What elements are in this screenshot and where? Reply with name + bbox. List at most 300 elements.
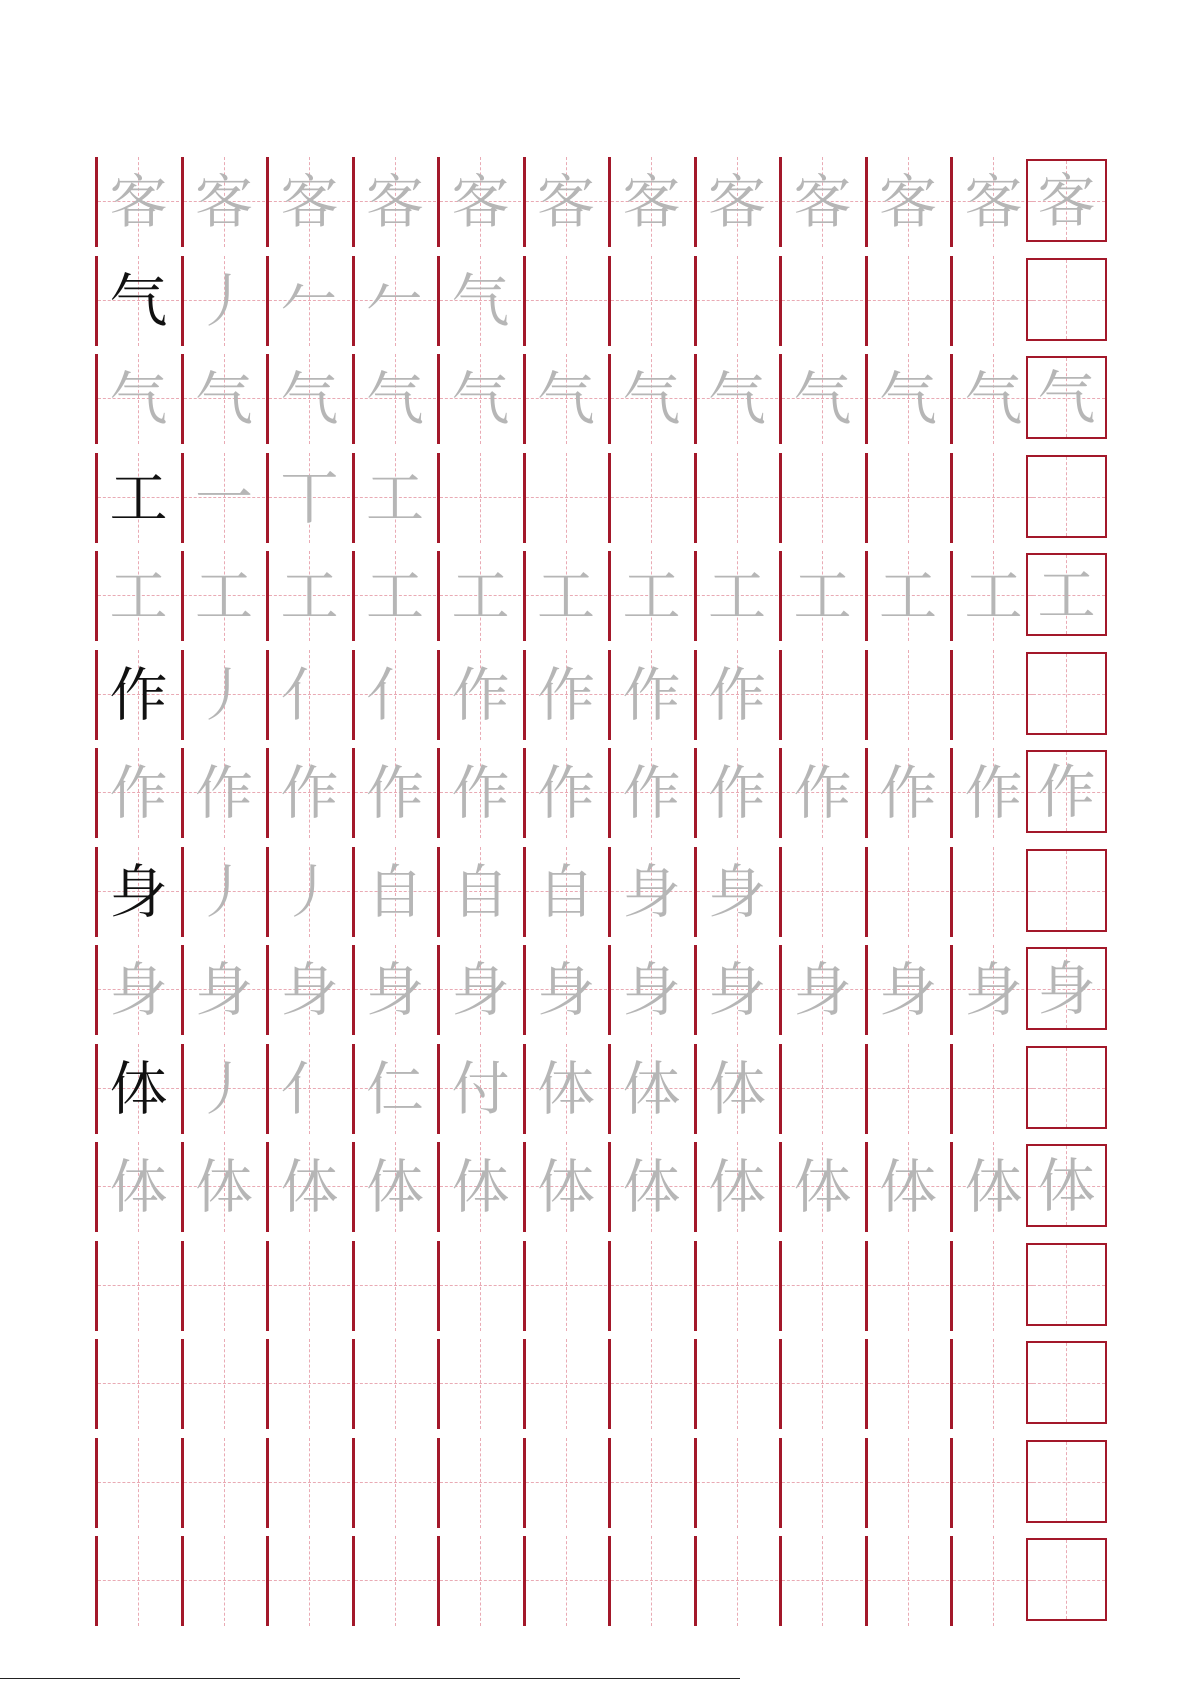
practice-cell[interactable] <box>953 945 1034 1035</box>
trace-character: 体 <box>1037 1151 1096 1220</box>
trace-character: 客 <box>365 168 424 236</box>
practice-cell[interactable] <box>184 1339 265 1429</box>
trace-character: 工 <box>964 562 1023 630</box>
guide-line-vertical <box>1066 1442 1067 1521</box>
final-practice-box[interactable] <box>1026 1440 1107 1523</box>
practice-cell[interactable] <box>953 1339 1034 1429</box>
guide-line-vertical <box>993 1339 994 1429</box>
practice-cell[interactable] <box>355 1044 436 1134</box>
practice-cell[interactable] <box>440 945 521 1035</box>
guide-line-vertical <box>908 1536 909 1626</box>
trace-character: 客 <box>536 168 595 236</box>
final-practice-box[interactable] <box>1026 1046 1107 1129</box>
practice-cell[interactable] <box>355 256 436 346</box>
trace-character: 客 <box>793 168 852 236</box>
stroke-order-step: 丿 <box>194 660 253 729</box>
stroke-order-step: 丅 <box>280 463 339 532</box>
practice-cell[interactable] <box>269 551 350 641</box>
practice-cell[interactable] <box>611 157 692 247</box>
practice-cell[interactable] <box>184 551 265 641</box>
stroke-order-step: 身 <box>707 857 766 926</box>
practice-cell[interactable] <box>440 256 521 346</box>
practice-cell[interactable] <box>355 1241 436 1331</box>
practice-cell[interactable] <box>98 354 179 444</box>
practice-cell[interactable] <box>868 1241 949 1331</box>
practice-cell[interactable] <box>184 453 265 543</box>
practice-cell[interactable] <box>868 1536 949 1626</box>
practice-cell[interactable] <box>440 1142 521 1232</box>
practice-cell[interactable] <box>355 157 436 247</box>
practice-cell[interactable] <box>611 1339 692 1429</box>
practice-cell[interactable] <box>868 945 949 1035</box>
guide-line-vertical <box>651 1438 652 1528</box>
practice-cell[interactable] <box>184 1438 265 1528</box>
practice-cell[interactable] <box>953 1536 1034 1626</box>
practice-row <box>0 1044 1192 1134</box>
practice-cell[interactable] <box>697 650 778 740</box>
stroke-order-step: 作 <box>451 660 510 729</box>
practice-cell[interactable] <box>782 1044 863 1134</box>
stroke-order-step: 仁 <box>365 1054 424 1123</box>
practice-cell[interactable] <box>526 1142 607 1232</box>
practice-cell[interactable] <box>868 354 949 444</box>
trace-character: 气 <box>707 365 766 433</box>
trace-character: 作 <box>536 759 595 827</box>
guide-line-vertical <box>908 1241 909 1331</box>
practice-row <box>0 1142 1192 1232</box>
trace-character: 作 <box>451 759 510 827</box>
practice-cell[interactable] <box>98 1339 179 1429</box>
trace-character: 工 <box>451 562 510 630</box>
practice-cell[interactable] <box>98 551 179 641</box>
trace-character: 气 <box>536 365 595 433</box>
guide-line-vertical <box>309 1241 310 1331</box>
final-practice-box[interactable] <box>1026 750 1107 833</box>
practice-cell[interactable] <box>269 157 350 247</box>
practice-cell[interactable] <box>526 748 607 838</box>
practice-cell[interactable] <box>526 847 607 937</box>
practice-cell[interactable] <box>440 847 521 937</box>
guide-line-vertical <box>993 453 994 543</box>
practice-cell[interactable] <box>184 1044 265 1134</box>
practice-cell[interactable] <box>611 945 692 1035</box>
practice-cell[interactable] <box>355 1438 436 1528</box>
model-character: 工 <box>109 463 168 532</box>
practice-cell[interactable] <box>526 650 607 740</box>
practice-cell[interactable] <box>184 256 265 346</box>
practice-cell[interactable] <box>526 945 607 1035</box>
practice-cell[interactable] <box>269 1339 350 1429</box>
practice-cell[interactable] <box>697 1241 778 1331</box>
practice-cell[interactable] <box>782 748 863 838</box>
practice-cell[interactable] <box>697 1044 778 1134</box>
trace-character: 身 <box>365 956 424 1024</box>
final-practice-box[interactable] <box>1026 258 1107 341</box>
guide-line-vertical <box>138 1339 139 1429</box>
trace-character: 体 <box>536 1153 595 1221</box>
practice-cell[interactable] <box>98 748 179 838</box>
practice-cell[interactable] <box>526 453 607 543</box>
practice-cell[interactable] <box>953 847 1034 937</box>
trace-character: 客 <box>1037 166 1096 235</box>
trace-character: 作 <box>1037 757 1096 826</box>
guide-line-vertical <box>224 1438 225 1528</box>
practice-cell[interactable] <box>697 157 778 247</box>
practice-row <box>0 551 1192 641</box>
trace-character: 工 <box>280 562 339 630</box>
trace-character: 体 <box>109 1153 168 1221</box>
guide-line-vertical <box>737 1241 738 1331</box>
practice-cell[interactable] <box>868 1339 949 1429</box>
practice-cell[interactable] <box>782 157 863 247</box>
guide-line-vertical <box>822 1339 823 1429</box>
stroke-order-step: 𠂉 <box>280 266 339 335</box>
practice-cell[interactable] <box>868 847 949 937</box>
stroke-order-step: 丿 <box>194 266 253 335</box>
trace-character: 作 <box>964 759 1023 827</box>
practice-cell[interactable] <box>440 1339 521 1429</box>
practice-cell[interactable] <box>440 1536 521 1626</box>
practice-cell[interactable] <box>782 551 863 641</box>
practice-cell[interactable] <box>782 847 863 937</box>
trace-character: 工 <box>1037 560 1096 629</box>
practice-cell[interactable] <box>868 256 949 346</box>
trace-character: 体 <box>793 1153 852 1221</box>
practice-cell[interactable] <box>355 1536 436 1626</box>
practice-cell[interactable] <box>611 748 692 838</box>
guide-line-vertical <box>908 256 909 346</box>
practice-cell[interactable] <box>611 256 692 346</box>
trace-character: 客 <box>707 168 766 236</box>
guide-line-vertical <box>737 1536 738 1626</box>
practice-cell[interactable] <box>184 354 265 444</box>
trace-character: 工 <box>878 562 937 630</box>
practice-cell[interactable] <box>98 1438 179 1528</box>
model-character: 体 <box>109 1054 168 1123</box>
trace-character: 客 <box>194 168 253 236</box>
practice-cell[interactable] <box>440 453 521 543</box>
practice-cell[interactable] <box>184 650 265 740</box>
model-character: 作 <box>109 660 168 729</box>
practice-cell[interactable] <box>953 256 1034 346</box>
practice-cell[interactable] <box>355 847 436 937</box>
final-practice-box[interactable] <box>1026 356 1107 439</box>
practice-cell[interactable] <box>953 453 1034 543</box>
guide-line-vertical <box>138 1536 139 1626</box>
practice-cell[interactable] <box>868 453 949 543</box>
practice-cell[interactable] <box>355 551 436 641</box>
practice-cell[interactable] <box>355 748 436 838</box>
guide-line-vertical <box>395 1339 396 1429</box>
stroke-order-step: 自 <box>365 857 424 926</box>
trace-character: 体 <box>365 1153 424 1221</box>
practice-cell[interactable] <box>184 847 265 937</box>
guide-line-vertical <box>651 1339 652 1429</box>
guide-line-vertical <box>480 1241 481 1331</box>
guide-line-vertical <box>138 1241 139 1331</box>
practice-cell[interactable] <box>953 1438 1034 1528</box>
practice-cell[interactable] <box>526 551 607 641</box>
practice-cell[interactable] <box>526 1438 607 1528</box>
practice-cell[interactable] <box>184 748 265 838</box>
practice-cell[interactable] <box>269 453 350 543</box>
practice-cell[interactable] <box>440 1438 521 1528</box>
trace-character: 客 <box>451 168 510 236</box>
trace-character: 工 <box>622 562 681 630</box>
guide-line-vertical <box>908 1339 909 1429</box>
stroke-order-step: 丿 <box>194 1054 253 1123</box>
guide-line-vertical <box>737 453 738 543</box>
guide-line-vertical <box>309 1339 310 1429</box>
practice-row <box>0 650 1192 740</box>
trace-character: 客 <box>280 168 339 236</box>
stroke-order-step: 丿 <box>280 857 339 926</box>
practice-cell[interactable] <box>868 1438 949 1528</box>
trace-character: 作 <box>280 759 339 827</box>
stroke-order-step: 亻 <box>280 660 339 729</box>
final-practice-box[interactable] <box>1026 1243 1107 1326</box>
practice-cell[interactable] <box>868 1142 949 1232</box>
practice-cell[interactable] <box>611 1241 692 1331</box>
practice-cell[interactable] <box>269 354 350 444</box>
practice-cell[interactable] <box>782 945 863 1035</box>
practice-cell[interactable] <box>868 1044 949 1134</box>
practice-cell[interactable] <box>697 1438 778 1528</box>
practice-cell[interactable] <box>526 1536 607 1626</box>
stroke-order-step: 付 <box>451 1054 510 1123</box>
guide-line-vertical <box>1066 654 1067 733</box>
practice-cell[interactable] <box>782 354 863 444</box>
practice-cell[interactable] <box>269 256 350 346</box>
practice-cell[interactable] <box>782 1241 863 1331</box>
practice-cell[interactable] <box>782 1536 863 1626</box>
stroke-order-step: 丿 <box>194 857 253 926</box>
practice-cell[interactable] <box>184 1241 265 1331</box>
practice-cell[interactable] <box>269 1044 350 1134</box>
practice-cell[interactable] <box>269 1536 350 1626</box>
trace-character: 客 <box>878 168 937 236</box>
practice-cell[interactable] <box>611 1536 692 1626</box>
practice-cell[interactable] <box>355 453 436 543</box>
practice-cell[interactable] <box>782 1339 863 1429</box>
practice-cell[interactable] <box>953 1241 1034 1331</box>
final-practice-box[interactable] <box>1026 1538 1107 1621</box>
practice-cell[interactable] <box>953 1044 1034 1134</box>
guide-line-vertical <box>822 1438 823 1528</box>
final-practice-box[interactable] <box>1026 1144 1107 1227</box>
practice-cell[interactable] <box>355 945 436 1035</box>
practice-cell[interactable] <box>526 256 607 346</box>
practice-cell[interactable] <box>697 847 778 937</box>
practice-cell[interactable] <box>697 354 778 444</box>
guide-line-vertical <box>1066 851 1067 930</box>
practice-cell[interactable] <box>269 945 350 1035</box>
stroke-order-step: 作 <box>622 660 681 729</box>
practice-cell[interactable] <box>868 748 949 838</box>
final-practice-box[interactable] <box>1026 553 1107 636</box>
model-character: 身 <box>109 857 168 926</box>
practice-cell[interactable] <box>269 650 350 740</box>
practice-cell[interactable] <box>440 354 521 444</box>
stroke-order-step: 亻 <box>280 1054 339 1123</box>
practice-row <box>0 354 1192 444</box>
practice-cell[interactable] <box>98 650 179 740</box>
guide-line-vertical <box>651 256 652 346</box>
practice-cell[interactable] <box>440 1044 521 1134</box>
practice-cell[interactable] <box>269 1142 350 1232</box>
practice-cell[interactable] <box>98 847 179 937</box>
practice-cell[interactable] <box>355 650 436 740</box>
practice-cell[interactable] <box>782 650 863 740</box>
trace-character: 身 <box>194 956 253 1024</box>
practice-cell[interactable] <box>98 945 179 1035</box>
practice-cell[interactable] <box>782 256 863 346</box>
practice-cell[interactable] <box>611 453 692 543</box>
practice-cell[interactable] <box>611 650 692 740</box>
practice-cell[interactable] <box>611 1142 692 1232</box>
practice-row <box>0 453 1192 543</box>
practice-row <box>0 748 1192 838</box>
practice-cell[interactable] <box>526 354 607 444</box>
practice-cell[interactable] <box>98 256 179 346</box>
trace-character: 工 <box>194 562 253 630</box>
trace-character: 作 <box>365 759 424 827</box>
trace-character: 作 <box>622 759 681 827</box>
guide-line-vertical <box>224 1241 225 1331</box>
guide-line-vertical <box>480 1438 481 1528</box>
practice-cell[interactable] <box>782 1142 863 1232</box>
guide-line-vertical <box>309 1438 310 1528</box>
trace-character: 作 <box>109 759 168 827</box>
practice-cell[interactable] <box>611 551 692 641</box>
model-character: 气 <box>109 266 168 335</box>
final-practice-box[interactable] <box>1026 1341 1107 1424</box>
practice-cell[interactable] <box>611 1438 692 1528</box>
practice-cell[interactable] <box>782 453 863 543</box>
practice-cell[interactable] <box>355 1142 436 1232</box>
guide-line-vertical <box>566 1241 567 1331</box>
practice-cell[interactable] <box>526 157 607 247</box>
trace-character: 身 <box>1037 954 1096 1023</box>
practice-cell[interactable] <box>440 748 521 838</box>
practice-cell[interactable] <box>355 1339 436 1429</box>
practice-cell[interactable] <box>269 847 350 937</box>
trace-character: 作 <box>707 759 766 827</box>
practice-cell[interactable] <box>98 1536 179 1626</box>
practice-cell[interactable] <box>526 1044 607 1134</box>
practice-cell[interactable] <box>697 256 778 346</box>
final-practice-box[interactable] <box>1026 947 1107 1030</box>
guide-line-vertical <box>737 1438 738 1528</box>
practice-cell[interactable] <box>953 551 1034 641</box>
trace-character: 气 <box>194 365 253 433</box>
practice-cell[interactable] <box>697 1142 778 1232</box>
practice-cell[interactable] <box>355 354 436 444</box>
trace-character: 体 <box>194 1153 253 1221</box>
practice-cell[interactable] <box>697 551 778 641</box>
final-practice-box[interactable] <box>1026 455 1107 538</box>
practice-cell[interactable] <box>697 1536 778 1626</box>
practice-cell[interactable] <box>868 650 949 740</box>
practice-cell[interactable] <box>269 1438 350 1528</box>
guide-line-vertical <box>908 650 909 740</box>
trace-character: 气 <box>451 365 510 433</box>
guide-line-vertical <box>908 1438 909 1528</box>
guide-line-vertical <box>822 847 823 937</box>
practice-cell[interactable] <box>98 1142 179 1232</box>
practice-cell[interactable] <box>953 157 1034 247</box>
practice-cell[interactable] <box>98 453 179 543</box>
practice-cell[interactable] <box>440 650 521 740</box>
practice-cell[interactable] <box>868 551 949 641</box>
practice-cell[interactable] <box>98 157 179 247</box>
guide-line-vertical <box>908 1044 909 1134</box>
trace-character: 身 <box>109 956 168 1024</box>
practice-row <box>0 945 1192 1035</box>
practice-cell[interactable] <box>184 1536 265 1626</box>
trace-character: 体 <box>451 1153 510 1221</box>
final-practice-box[interactable] <box>1026 159 1107 242</box>
guide-line-vertical <box>1066 260 1067 339</box>
stroke-order-step: 体 <box>707 1054 766 1123</box>
practice-cell[interactable] <box>953 1142 1034 1232</box>
guide-line-vertical <box>651 453 652 543</box>
practice-cell[interactable] <box>868 157 949 247</box>
practice-cell[interactable] <box>98 1241 179 1331</box>
stroke-order-step: 自 <box>451 857 510 926</box>
practice-cell[interactable] <box>611 847 692 937</box>
final-practice-box[interactable] <box>1026 652 1107 735</box>
practice-cell[interactable] <box>269 1241 350 1331</box>
practice-cell[interactable] <box>440 551 521 641</box>
guide-line-vertical <box>1066 1540 1067 1619</box>
guide-line-vertical <box>822 1044 823 1134</box>
practice-cell[interactable] <box>782 1438 863 1528</box>
practice-row <box>0 1438 1192 1528</box>
practice-row <box>0 847 1192 937</box>
practice-cell[interactable] <box>697 945 778 1035</box>
practice-cell[interactable] <box>184 157 265 247</box>
practice-cell[interactable] <box>611 1044 692 1134</box>
final-practice-box[interactable] <box>1026 849 1107 932</box>
practice-row <box>0 256 1192 346</box>
practice-cell[interactable] <box>526 1339 607 1429</box>
practice-cell[interactable] <box>953 748 1034 838</box>
practice-cell[interactable] <box>611 354 692 444</box>
practice-cell[interactable] <box>697 453 778 543</box>
trace-character: 体 <box>280 1153 339 1221</box>
practice-cell[interactable] <box>697 1339 778 1429</box>
practice-cell[interactable] <box>269 748 350 838</box>
practice-cell[interactable] <box>184 945 265 1035</box>
practice-cell[interactable] <box>697 748 778 838</box>
practice-cell[interactable] <box>98 1044 179 1134</box>
practice-cell[interactable] <box>526 1241 607 1331</box>
practice-cell[interactable] <box>953 650 1034 740</box>
trace-character: 客 <box>109 168 168 236</box>
practice-cell[interactable] <box>440 1241 521 1331</box>
stroke-order-step: 𠂉 <box>365 266 424 335</box>
practice-cell[interactable] <box>184 1142 265 1232</box>
guide-line-vertical <box>224 1536 225 1626</box>
trace-character: 气 <box>109 365 168 433</box>
guide-line-vertical <box>737 1339 738 1429</box>
trace-character: 身 <box>451 956 510 1024</box>
practice-cell[interactable] <box>440 157 521 247</box>
practice-cell[interactable] <box>953 354 1034 444</box>
trace-character: 身 <box>793 956 852 1024</box>
guide-line-vertical <box>822 1241 823 1331</box>
